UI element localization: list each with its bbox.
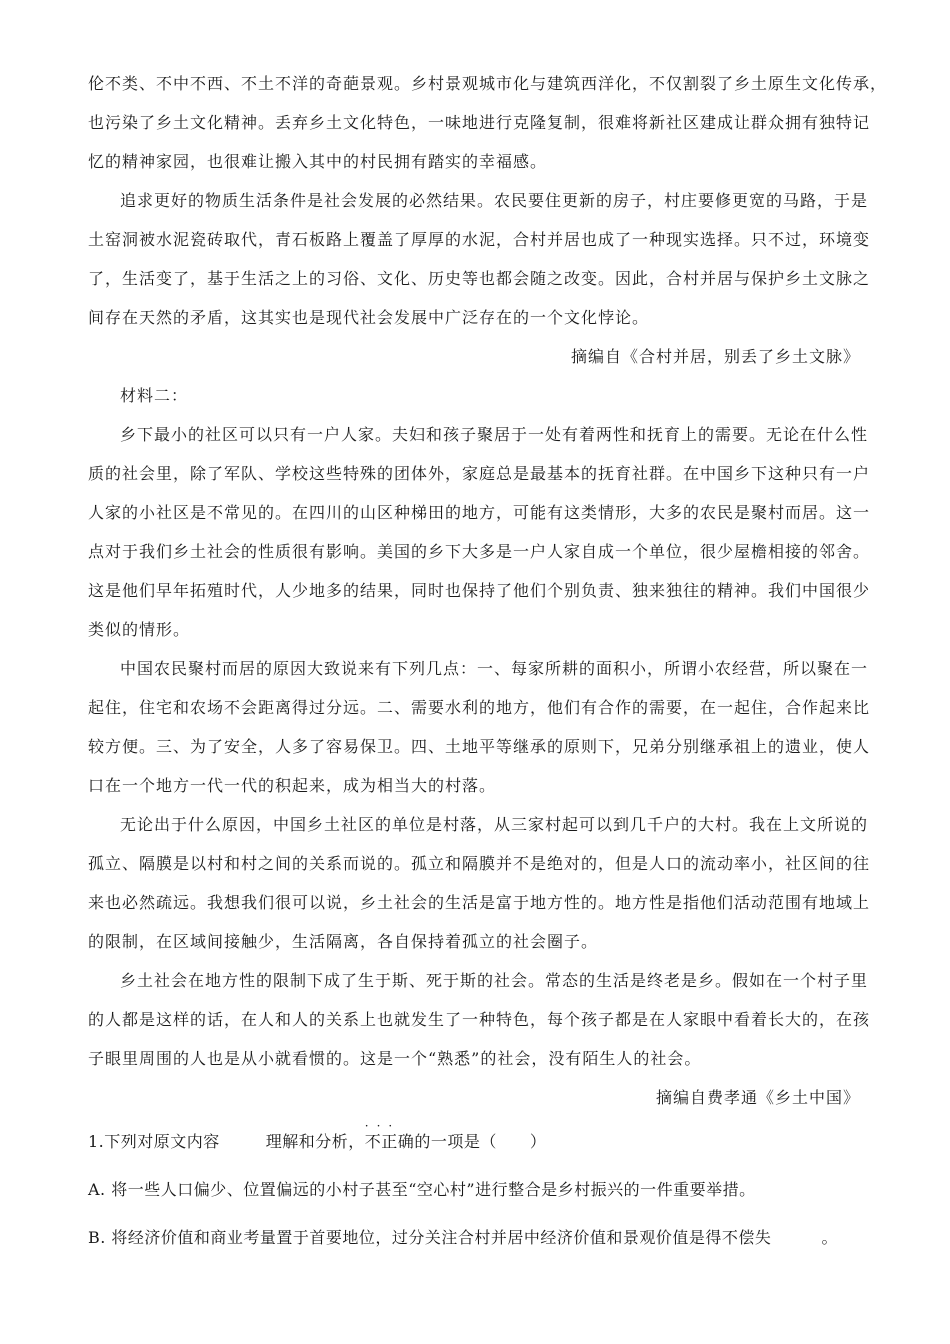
emphasis-word: 不正确: [364, 1132, 415, 1151]
question-text: 下列对原文内容: [104, 1132, 220, 1151]
paragraph-line: 乡土社会在地方性的限制下成了生于斯、死于斯的社会。常态的生活是终老是乡。假如在一个村子里: [120, 971, 869, 990]
paragraph-line: 乡下最小的社区可以只有一户人家。夫妇和孩子聚居于一处有着两性和抚育上的需要。无论在什么性: [120, 425, 869, 444]
emphasized-text: [364, 1119, 415, 1151]
source-citation: 摘编自费孝通《乡土中国》: [655, 1088, 860, 1107]
emphasis-dots: ···: [364, 1119, 401, 1133]
question-number: 1.: [88, 1132, 105, 1151]
answer-option-a: A. 将一些人口偏少、位置偏远的小村子甚至“空心村”进行整合是乡村振兴的一件重要举措。: [88, 1180, 756, 1199]
answer-option-b: [88, 1227, 868, 1249]
paragraph-line: 较方便。三、为了安全，人多了容易保卫。四、土地平等继承的原则下，兄弟分别继承祖上的遗业，使人: [88, 737, 871, 756]
paragraph-line: 点对于我们乡土社会的性质很有影响。美国的乡下大多是一户人家自成一个单位，很少屋檐相接的邻舍。: [88, 542, 871, 561]
paragraph-line: 土窑洞被水泥瓷砖取代，青石板路上覆盖了厚厚的水泥，合村并居也成了一种现实选择。只不过，环境变: [88, 230, 871, 249]
source-citation: 摘编自《合村并居，别丢了乡土文脉》: [570, 347, 860, 366]
paragraph-line: 孤立、隔膜是以村和村之间的关系而说的。孤立和隔膜并不是绝对的，但是人口的流动率小，社区间的往: [88, 854, 871, 873]
paragraph-line: 的限制，在区域间接触少，生活隔离，各自保持着孤立的社会圈子。: [88, 932, 599, 951]
section-heading: 材料二：: [120, 386, 189, 405]
paragraph-line: 了，生活变了，基于生活之上的习俗、文化、历史等也都会随之改变。因此，合村并居与保护乡土文脉之: [88, 269, 871, 288]
paragraph-line: 口在一个地方一代一代的积起来，成为相当大的村落。: [88, 776, 497, 795]
question-text: 的一项是（ ）: [414, 1132, 547, 1151]
option-text: B. 将经济价值和商业考量置于首要地位，过分关注合村并居中经济价值和景观价值是得不偿失: [88, 1228, 772, 1247]
paragraph-line: 质的社会里，除了军队、学校这些特殊的团体外，家庭总是最基本的抚育社群。在中国乡下这种只有一户: [88, 464, 871, 483]
option-end: 。: [821, 1228, 838, 1247]
question-stem: [88, 1119, 868, 1153]
paragraph-line: 也污染了乡土文化精神。丢弃乡土文化特色，一味地进行克隆复制，很难将新社区建成让群众拥有独特记: [88, 113, 871, 132]
question-text: 理解和分析，: [265, 1132, 365, 1151]
paragraph-line: 子眼里周围的人也是从小就看惯的。这是一个“熟悉”的社会，没有陌生人的社会。: [88, 1049, 702, 1068]
paragraph-line: 伦不类、不中不西、不土不洋的奇葩景观。乡村景观城市化与建筑西洋化，不仅割裂了乡土原生文化传承，: [88, 74, 888, 93]
paragraph-line: 的人都是这样的话，在人和人的关系上也就发生了一种特色，每个孩子都是在人家眼中看着长大的，在孩: [88, 1010, 871, 1029]
paragraph-line: 间存在天然的矛盾，这其实也是现代社会发展中广泛存在的一个文化悖论。: [88, 308, 650, 327]
paragraph-line: 追求更好的物质生活条件是社会发展的必然结果。农民要住更新的房子，村庄要修更宽的马路，于是: [120, 191, 869, 210]
paragraph-line: 忆的精神家园，也很难让搬入其中的村民拥有踏实的幸福感。: [88, 152, 548, 171]
paragraph-line: 中国农民聚村而居的原因大致说来有下列几点：一、每家所耕的面积小，所谓小农经营，所以聚在一: [120, 659, 869, 678]
paragraph-line: 来也必然疏远。我想我们很可以说，乡土社会的生活是富于地方性的。地方性是指他们活动范围有地域上: [88, 893, 871, 912]
paragraph-line: 无论出于什么原因，中国乡土社区的单位是村落，从三家村起可以到几千户的大村。我在上文所说的: [120, 815, 869, 834]
paragraph-line: 起住，住宅和农场不会距离得过分远。二、需要水利的地方，他们有合作的需要，在一起住，合作起来比: [88, 698, 871, 717]
paragraph-line: 类似的情形。: [88, 620, 191, 639]
paragraph-line: 人家的小社区是不常见的。在四川的山区种梯田的地方，可能有这类情形，大多的农民是聚村而居。这一: [88, 503, 871, 522]
paragraph-line: 这是他们早年拓殖时代，人少地多的结果，同时也保持了他们个别负责、独来独往的精神。我们中国很少: [88, 581, 871, 600]
